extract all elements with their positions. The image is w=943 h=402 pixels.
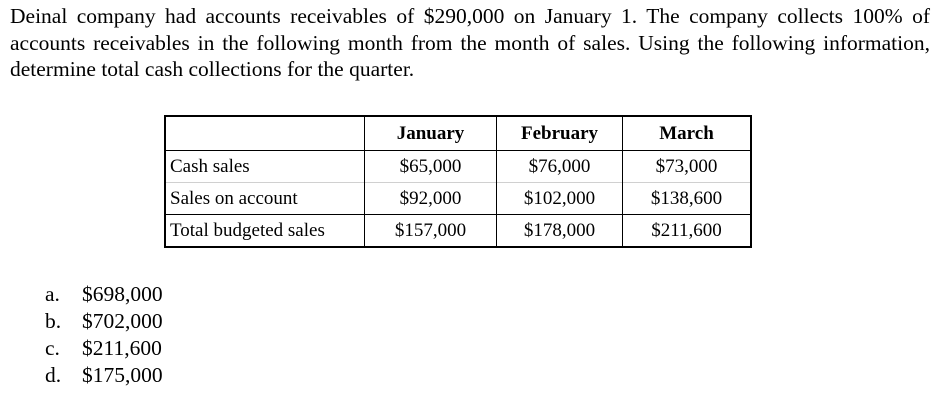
table-row-sales-on-account bbox=[165, 183, 751, 215]
row-label: Cash sales bbox=[165, 151, 365, 183]
cell-february: $102,000 bbox=[497, 183, 623, 215]
cell-february: $178,000 bbox=[497, 215, 623, 248]
cell-march: $73,000 bbox=[655, 156, 718, 177]
cell-march: $138,600 bbox=[650, 188, 723, 209]
answer-option-c[interactable] bbox=[45, 335, 163, 362]
option-letter: a. bbox=[45, 282, 60, 306]
cell-january: $65,000 bbox=[365, 151, 497, 183]
table-row-cash-sales bbox=[165, 151, 751, 183]
header-blank-cell bbox=[165, 116, 365, 151]
answer-option-a[interactable] bbox=[45, 281, 163, 308]
option-letter: d. bbox=[45, 363, 62, 387]
sales-budget-table bbox=[164, 115, 752, 248]
header-march: March bbox=[659, 123, 714, 144]
cell-march: $211,600 bbox=[623, 215, 752, 248]
cell-february: $76,000 bbox=[497, 151, 623, 183]
option-letter: b. bbox=[45, 309, 62, 333]
answer-option-d[interactable] bbox=[45, 362, 163, 389]
option-value: $175,000 bbox=[82, 363, 163, 387]
header-february: February bbox=[497, 116, 623, 151]
option-letter: c. bbox=[45, 336, 60, 360]
cell-january: $92,000 bbox=[365, 183, 497, 215]
table-row-total-budgeted-sales bbox=[165, 215, 751, 248]
option-value: $698,000 bbox=[82, 282, 163, 306]
answer-option-b[interactable] bbox=[45, 308, 163, 335]
answer-options bbox=[45, 281, 163, 389]
option-value: $211,600 bbox=[82, 336, 162, 360]
row-label: Sales on account bbox=[165, 183, 365, 215]
option-value: $702,000 bbox=[82, 309, 163, 333]
header-january: January bbox=[365, 116, 497, 151]
cell-january: $157,000 bbox=[365, 215, 497, 248]
question-text: Deinal company had accounts receivables of $290,000 on January 1. The company collects 100% of accounts receivables in the following month from the month of sales. Using the following information, determine total cash collections for the quarter. bbox=[10, 4, 930, 81]
row-label: Total budgeted sales bbox=[165, 215, 365, 248]
table-header-row bbox=[165, 116, 751, 151]
